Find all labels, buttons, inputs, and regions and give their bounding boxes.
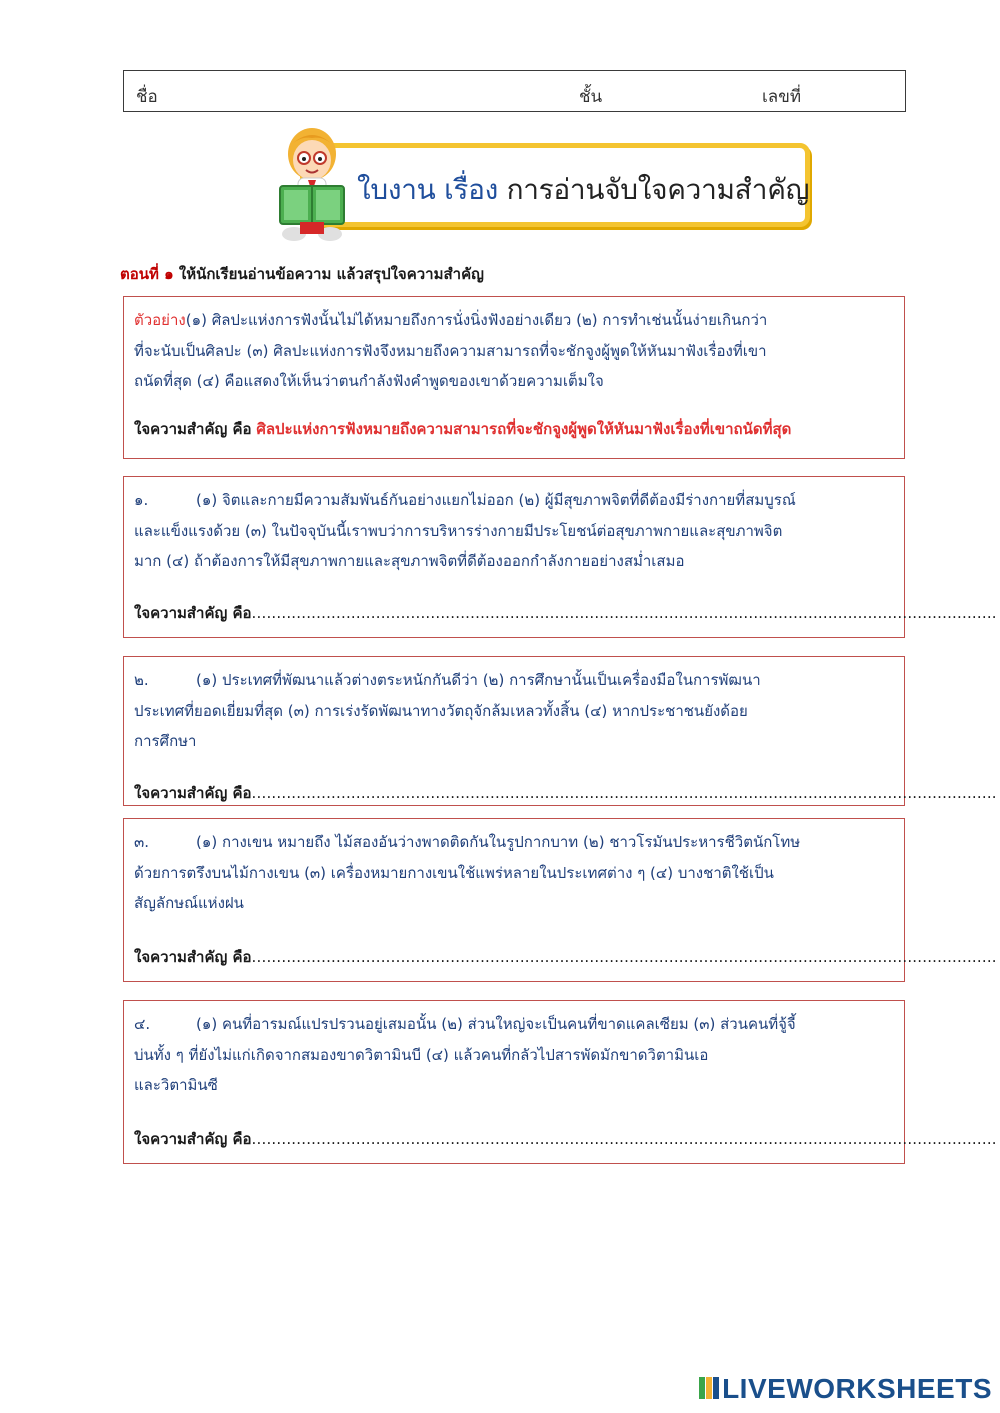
name-label: ชื่อ bbox=[136, 87, 158, 107]
number-label: เลขที่ bbox=[762, 87, 802, 107]
answer-row bbox=[134, 945, 997, 969]
answer-row bbox=[134, 781, 997, 805]
question-line1: (๑) คนที่อารมณ์แปรปรวนอยู่เสมอนั้น (๒) ส่วนใหญ่จะเป็นคนที่ขาดแคลเซียม (๓) ส่วนคนที่จู้จี้ bbox=[196, 1015, 796, 1033]
question-text bbox=[124, 1009, 806, 1101]
title-part1: ใบงาน เรื่อง bbox=[357, 173, 498, 206]
example-answer-text: ศิลปะแห่งการฟังหมายถึงความสามารถที่จะชักจูงผู้พูดให้หันมาฟังเรื่องที่เขาถนัดที่สุด bbox=[256, 420, 792, 438]
question-box-1 bbox=[123, 476, 997, 638]
question-text bbox=[124, 827, 810, 919]
answer-label: ใจความสำคัญ คือ bbox=[134, 1130, 252, 1148]
example-line1: (๑) ศิลปะแห่งการฟังนั้นไม่ได้หมายถึงการนั่งนิ่งฟังอย่างเดียว (๒) การทำเช่นนั้นง่ายเกินกว่า bbox=[185, 311, 768, 329]
example-answer bbox=[134, 417, 791, 441]
answer-input-line[interactable]: ...................................................................................................................................................... bbox=[251, 1130, 997, 1148]
answer-row bbox=[134, 601, 997, 625]
question-text bbox=[124, 665, 771, 757]
liveworksheets-logo[interactable] bbox=[698, 1373, 992, 1405]
section-label: ตอนที่ ๑ bbox=[120, 265, 174, 283]
question-number: ๑. bbox=[134, 491, 149, 509]
question-number: ๔. bbox=[134, 1015, 151, 1033]
title-part2: การอ่านจับใจความสำคัญ bbox=[506, 173, 810, 206]
student-info-box bbox=[123, 70, 906, 112]
question-line1: (๑) ประเทศที่พัฒนาแล้วต่างตระหนักกันดีว่า (๒) การศึกษานั้นเป็นเครื่องมือในการพัฒนา bbox=[196, 671, 761, 689]
question-number: ๓. bbox=[134, 833, 150, 851]
example-line3: ถนัดที่สุด (๔) คือแสดงให้เห็นว่าตนกำลังฟังคำพูดของเขาด้วยความเต็มใจ bbox=[134, 372, 604, 390]
section-instruction: ให้นักเรียนอ่านข้อความ แล้วสรุปใจความสำคัญ bbox=[178, 265, 484, 283]
section-heading bbox=[120, 262, 484, 286]
brand-name: LIVEWORKSHEETS bbox=[722, 1373, 992, 1404]
answer-label: ใจความสำคัญ คือ bbox=[134, 784, 252, 802]
question-box-3 bbox=[123, 818, 997, 982]
question-line2: ด้วยการตรึงบนไม้กางเขน (๓) เครื่องหมายกางเขนใช้แพร่หลายในประเทศต่าง ๆ (๔) บางชาติใช้เป็น bbox=[134, 863, 774, 882]
answer-label: ใจความสำคัญ คือ bbox=[134, 604, 252, 622]
question-line2: และแข็งแรงด้วย (๓) ในปัจจุบันนี้เราพบว่าการบริหารร่างกายมีประโยชน์ต่อสุขภาพกายและสุขภาพจิต bbox=[134, 521, 783, 540]
example-line2: ที่จะนับเป็นศิลปะ (๓) ศิลปะแห่งการฟังจึงหมายถึงความสามารถที่จะชักจูงผู้พูดให้หันมาฟังเรื่องที่เขา bbox=[134, 341, 767, 360]
example-box bbox=[123, 296, 905, 459]
question-box-2 bbox=[123, 656, 997, 806]
answer-row bbox=[134, 1127, 997, 1151]
question-line3: การศึกษา bbox=[134, 732, 197, 750]
question-box-4 bbox=[123, 1000, 997, 1164]
question-line2: ประเทศที่ยอดเยี่ยมที่สุด (๓) การเร่งรัดพัฒนาทางวัตถุจักล้มเหลวทั้งสิ้น (๔) หากประชาชนยังด้อย bbox=[134, 701, 748, 720]
example-answer-label: ใจความสำคัญ คือ bbox=[134, 420, 252, 438]
question-line1: (๑) กางเขน หมายถึง ไม้สองอันว่างพาดติดกันในรูปกากบาท (๒) ชาวโรมันประหารชีวิตนักโทษ bbox=[196, 833, 801, 851]
liveworksheets-mark-icon bbox=[698, 1375, 720, 1401]
question-line3: สัญลักษณ์แห่งฝน bbox=[134, 894, 244, 912]
example-text bbox=[124, 305, 777, 397]
answer-input-line[interactable]: ...................................................................................................................................................... bbox=[251, 948, 997, 966]
question-number: ๒. bbox=[134, 671, 149, 689]
answer-label: ใจความสำคัญ คือ bbox=[134, 948, 252, 966]
answer-input-line[interactable]: ...................................................................................................................................................... bbox=[251, 604, 997, 622]
reading-boy-illustration bbox=[272, 122, 352, 244]
page-title bbox=[357, 168, 809, 212]
question-line1: (๑) จิตและกายมีความสัมพันธ์กันอย่างแยกไม่ออก (๒) ผู้มีสุขภาพจิตที่ดีต้องมีร่างกายที่สมบูรณ์ bbox=[196, 491, 796, 509]
class-label: ชั้น bbox=[579, 87, 603, 107]
question-line2: บ่นทั้ง ๆ ที่ยังไม่แก่เกิดจากสมองขาดวิตามินบี (๔) แล้วคนที่กลัวไปสารพัดมักขาดวิตามินเอ bbox=[134, 1045, 709, 1064]
question-line3: มาก (๔) ถ้าต้องการให้มีสุขภาพกายและสุขภาพจิตที่ดีต้องออกกำลังกายอย่างสม่ำเสมอ bbox=[134, 552, 685, 570]
example-label: ตัวอย่าง bbox=[134, 311, 186, 329]
question-line3: และวิตามินซี bbox=[134, 1076, 218, 1094]
answer-input-line[interactable]: ...................................................................................................................................................... bbox=[251, 784, 997, 802]
title-banner bbox=[300, 143, 810, 227]
question-text bbox=[124, 485, 806, 577]
